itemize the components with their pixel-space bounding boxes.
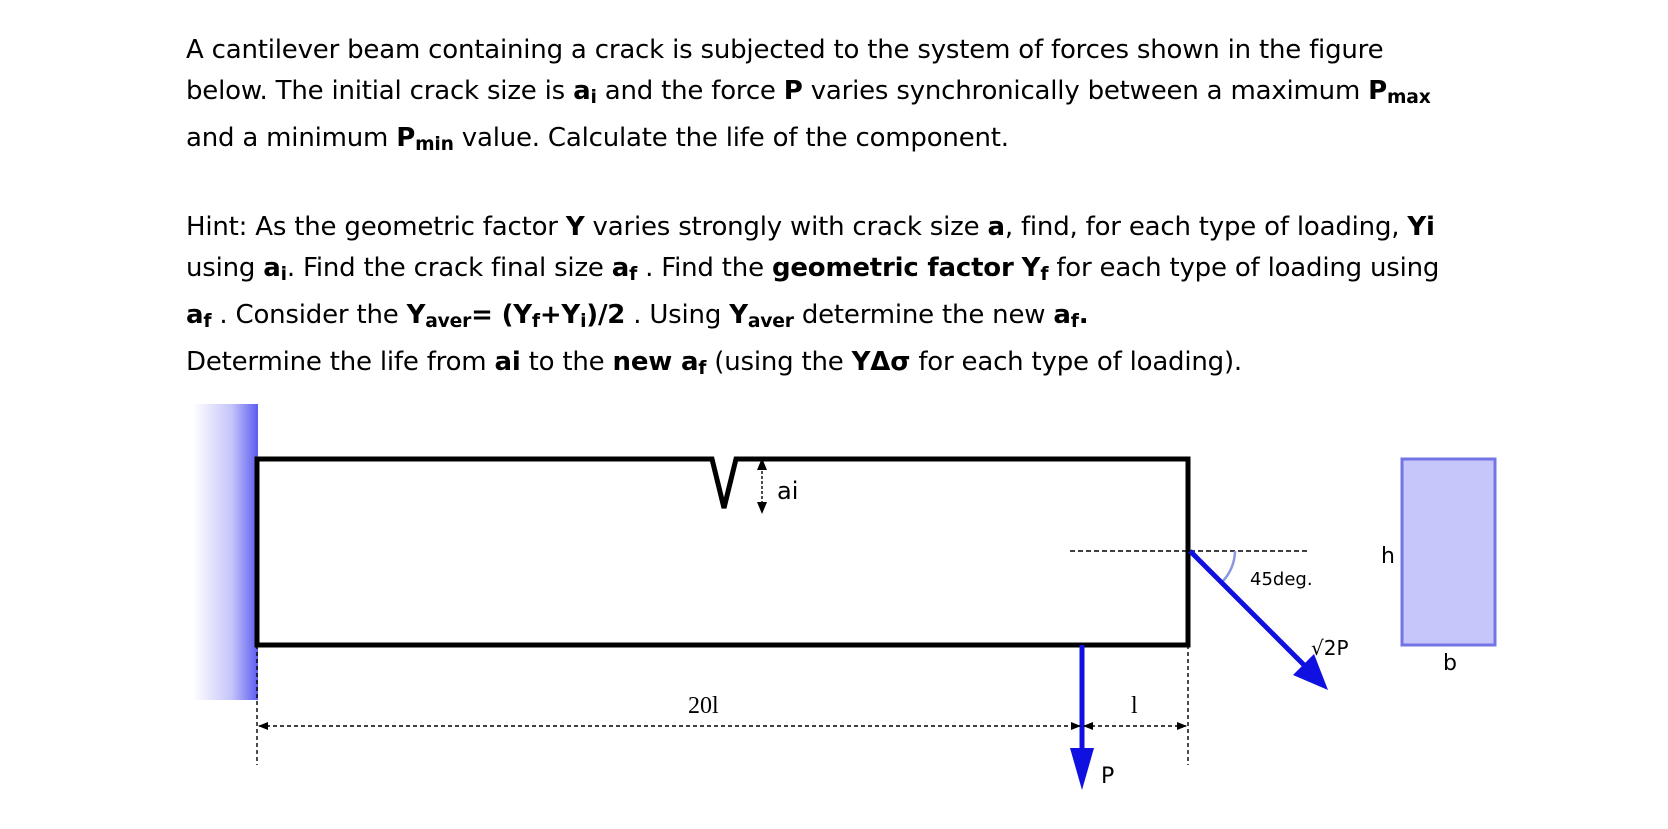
- text-span: and a minimum: [186, 123, 397, 154]
- symbol-a: a: [987, 212, 1005, 243]
- subscript: f: [203, 311, 212, 333]
- crack-label: ai: [777, 477, 799, 505]
- text-span: . Using: [625, 300, 730, 331]
- cross-section: [1402, 459, 1495, 645]
- subscript: f: [1040, 264, 1049, 286]
- subscript: f: [629, 264, 638, 286]
- text-span: for each type of loading using: [1048, 253, 1440, 284]
- text-span: using: [186, 253, 264, 284]
- subscript: max: [1387, 87, 1431, 109]
- symbol-a: a: [1053, 300, 1071, 331]
- fixed-support: [193, 404, 258, 700]
- text-span: . Find the crack final size: [286, 253, 612, 284]
- subscript: i: [590, 87, 597, 109]
- diagonal-force-label: √2P: [1311, 636, 1349, 660]
- subscript: f: [1070, 311, 1079, 333]
- text-span: .: [1078, 300, 1089, 331]
- text-span: . Find the: [637, 253, 772, 284]
- text-span: below. The initial crack size is: [186, 76, 574, 106]
- symbol-p: P: [783, 76, 803, 106]
- height-label: h: [1381, 544, 1395, 569]
- vertical-force-label: P: [1101, 764, 1115, 789]
- text-span: to the: [520, 347, 613, 378]
- text-span: determine the new: [793, 300, 1054, 331]
- symbol-a: a: [263, 253, 281, 284]
- subscript: f: [531, 311, 540, 333]
- crack-size-indicator: [757, 458, 767, 514]
- beam-outline: [257, 459, 1188, 645]
- symbol-p: P: [396, 123, 416, 154]
- formula-part: = (Y: [471, 300, 532, 331]
- symbol-a: a: [186, 300, 204, 331]
- vertical-force-arrow: [1070, 645, 1094, 790]
- subscript: aver: [747, 311, 794, 333]
- text-span: for each type of loading).: [910, 347, 1242, 378]
- text-span: value. Calculate the life of the component.: [453, 123, 1009, 154]
- symbol-new-af: new a: [612, 347, 699, 378]
- text-span: Determine the life from: [186, 347, 495, 378]
- symbol-y: Y: [565, 212, 585, 243]
- text-span: . Consider the: [211, 300, 407, 331]
- text-span: (using the: [706, 347, 852, 378]
- symbol-a: a: [573, 76, 591, 106]
- text-span: varies strongly with crack size: [584, 212, 988, 243]
- symbol-y: Y: [406, 300, 426, 331]
- symbol-y-delta-sigma: YΔσ: [851, 347, 911, 378]
- dimension-label-l: l: [1131, 693, 1138, 719]
- symbol-ai: ai: [494, 347, 521, 378]
- symbol-yi: Yi: [1407, 212, 1435, 243]
- formula-part: +Y: [539, 300, 581, 331]
- subscript: aver: [425, 311, 472, 333]
- width-label: b: [1443, 651, 1457, 676]
- text-span: varies synchronically between a maximum: [802, 76, 1369, 106]
- angle-label: 45deg.: [1250, 569, 1313, 590]
- subscript: i: [580, 311, 587, 333]
- symbol-p: P: [1368, 76, 1388, 106]
- geometric-factor-term: geometric factor: [771, 253, 1014, 284]
- dimension-label-20l: 20l: [688, 693, 719, 719]
- symbol-y: Y: [1021, 253, 1041, 284]
- subscript: i: [280, 264, 287, 286]
- subscript: f: [698, 358, 707, 380]
- text-span: Hint: As the geometric factor: [186, 212, 566, 243]
- text-span: , find, for each type of loading,: [1004, 212, 1408, 243]
- subscript: min: [415, 134, 454, 156]
- symbol-a: a: [611, 253, 630, 284]
- text-span: and the force: [596, 76, 784, 106]
- formula-part: )/2: [586, 300, 626, 331]
- symbol-y: Y: [729, 300, 748, 331]
- angle-arc: [1221, 551, 1235, 583]
- text-span: A cantilever beam containing a crack is subjected to the system of forces shown in the figure: [186, 35, 1384, 65]
